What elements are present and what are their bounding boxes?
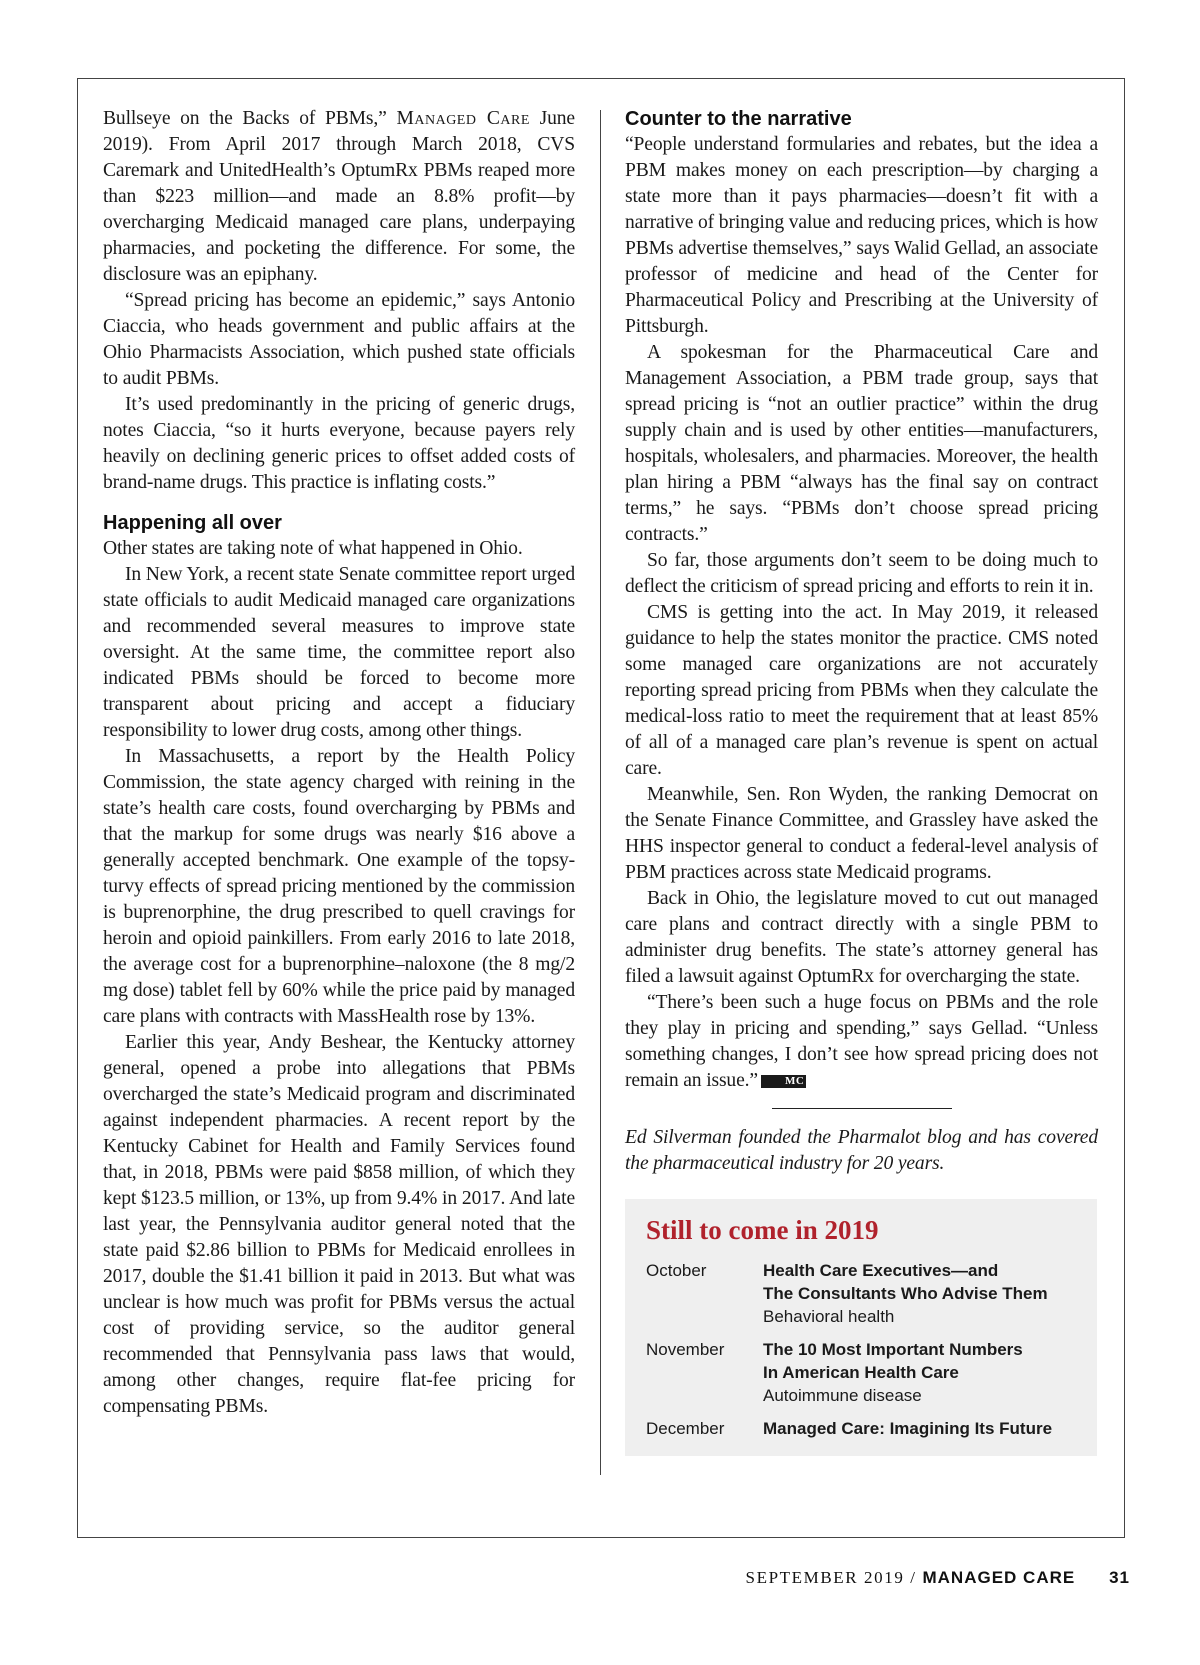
- upcoming-month: December: [646, 1419, 725, 1438]
- upcoming-row: [646, 1259, 1077, 1328]
- box-title: Still to come in 2019: [646, 1215, 879, 1245]
- bio-divider: [772, 1108, 952, 1109]
- upcoming-row: [646, 1417, 1077, 1440]
- upcoming-issues-box: [625, 1199, 1097, 1456]
- upcoming-subtitle: Behavioral health: [763, 1307, 895, 1326]
- paragraph: In New York, a recent state Senate committee report urged state officials to audit Medicaid managed care organizations and recommended several measures to improve state oversight. At the same time, the committee report also indicated PBMs should be forced to become more transparent about pricing and accept a fiduciary responsibility to lower drug costs, among other things.: [103, 564, 575, 741]
- paragraph: “Spread pricing has become an epidemic,” says Antonio Ciaccia, who heads government and public affairs at the Ohio Pharmacists Association, which pushed state officials to audit PBMs.: [103, 290, 575, 389]
- upcoming-title: In American Health Care: [763, 1363, 959, 1382]
- paragraph: Other states are taking note of what happened in Ohio.: [103, 538, 523, 559]
- paragraph: Meanwhile, Sen. Ron Wyden, the ranking Democrat on the Senate Finance Committee, and Grassley have asked the HHS inspector general to conduct a federal-level analysis of PBM practices across state Medicaid programs.: [625, 784, 1098, 883]
- paragraph: Bullseye on the Backs of PBMs,” Managed Care June 2019). From April 2017 through March 2018, CVS Caremark and UnitedHealth’s OptumRx PBMs reaped more than $223 million—and made an 8.8% profit—by overcharging Medicaid managed care plans, underpaying pharmacies, and pocketing the difference. For some, the disclosure was an epiphany.: [103, 108, 575, 285]
- upcoming-subtitle: Autoimmune disease: [763, 1386, 922, 1405]
- paragraph: “There’s been such a huge focus on PBMs and the role they play in pricing and spending,” says Gellad. “Unless something changes, I don’t see how spread pricing does not remain an issue.” MC: [625, 992, 1098, 1091]
- right-column: [625, 106, 1098, 1456]
- upcoming-title: Health Care Executives—and: [763, 1261, 999, 1280]
- paragraph: So far, those arguments don’t seem to be doing much to deflect the criticism of spread pricing and efforts to rein it in.: [625, 550, 1098, 597]
- paragraph: It’s used predominantly in the pricing of generic drugs, notes Ciaccia, “so it hurts everyone, because payers rely heavily on declining generic prices to offset added costs of brand-name drugs. This practice is inflating costs.”: [103, 394, 575, 493]
- author-bio: Ed Silverman founded the Pharmalot blog and has covered the pharmaceutical industry for 20 years.: [625, 1127, 1098, 1174]
- end-mark-badge: MC: [761, 1075, 806, 1088]
- page-number: 31: [1109, 1568, 1130, 1587]
- paragraph: CMS is getting into the act. In May 2019, it released guidance to help the states monitor the practice. CMS noted some managed care organizations are not accurately reporting spread pricing from PBMs when they calculate the medical-loss ratio to meet the requirement that at least 85% of all of a managed care plan’s revenue is spent on actual care.: [625, 602, 1098, 779]
- journal-name: Managed Care: [396, 108, 530, 129]
- magazine-name: MANAGED CARE: [922, 1568, 1076, 1587]
- paragraph: A spokesman for the Pharmaceutical Care and Management Association, a PBM trade group, says that spread pricing is “not an outlier practice” within the drug supply chain and is used by other entities—manufacturers, hospitals, wholesalers, and pharmacies. Moreover, the health plan hiring a PBM “always has the final say on contract terms,” he says. “PBMs don’t choose spread pricing contracts.”: [625, 342, 1098, 545]
- upcoming-month: November: [646, 1340, 725, 1359]
- upcoming-month: October: [646, 1261, 707, 1280]
- paragraph: “People understand formularies and rebates, but the idea a PBM makes money on each prescription—by charging a state more than it pays pharmacies—doesn’t fit with a narrative of bringing value and reducing prices, which is how PBMs advertise themselves,” says Walid Gellad, an associate professor of medicine and head of the Center for Pharmaceutical Policy and Prescribing at the University of Pittsburgh.: [625, 134, 1098, 337]
- section-heading: Counter to the narrative: [625, 108, 852, 130]
- paragraph: Back in Ohio, the legislature moved to cut out managed care plans and contract directly with a single PBM to administer drug benefits. The state’s attorney general has filed a lawsuit against OptumRx for overcharging the state.: [625, 888, 1098, 987]
- left-column: [103, 106, 575, 1420]
- upcoming-title: The Consultants Who Advise Them: [763, 1284, 1048, 1303]
- upcoming-row: [646, 1338, 1077, 1407]
- issue-date: SEPTEMBER 2019 /: [745, 1568, 917, 1587]
- page-footer: [746, 1568, 1130, 1588]
- column-divider: [600, 110, 601, 1475]
- upcoming-title: The 10 Most Important Numbers: [763, 1340, 1023, 1359]
- section-heading: Happening all over: [103, 512, 282, 534]
- paragraph: Earlier this year, Andy Beshear, the Kentucky attorney general, opened a probe into allegations that PBMs overcharged the state’s Medicaid program and discriminated against independent pharmacies. A recent report by the Kentucky Cabinet for Health and Family Services found that, in 2018, PBMs were paid $858 million, of which they kept $123.5 million, or 13%, up from 9.4% in 2017. And late last year, the Pennsylvania auditor general noted that the state paid $2.86 billion to PBMs for Medicaid enrollees in 2017, double the $1.41 billion it paid in 2013. But what was unclear is how much was profit for PBMs versus the actual cost of providing service, so the auditor general recommended that Pennsylvania pass laws that would, among other changes, require flat-fee pricing for compensating PBMs.: [103, 1032, 575, 1417]
- paragraph: In Massachusetts, a report by the Health Policy Commission, the state agency charged with reining in the state’s health care costs, found overcharging by PBMs and that the markup for some drugs was nearly $16 above a generally accepted benchmark. One example of the topsy-turvy effects of spread pricing mentioned by the commission is buprenorphine, the drug prescribed to quell cravings for heroin and opioid painkillers. From early 2016 to late 2018, the average cost for a buprenorphine–naloxone (the 8 mg/2 mg dose) tablet fell by 60% while the price paid by managed care plans with contracts with MassHealth rose by 13%.: [103, 746, 575, 1027]
- upcoming-title: Managed Care: Imagining Its Future: [763, 1419, 1053, 1438]
